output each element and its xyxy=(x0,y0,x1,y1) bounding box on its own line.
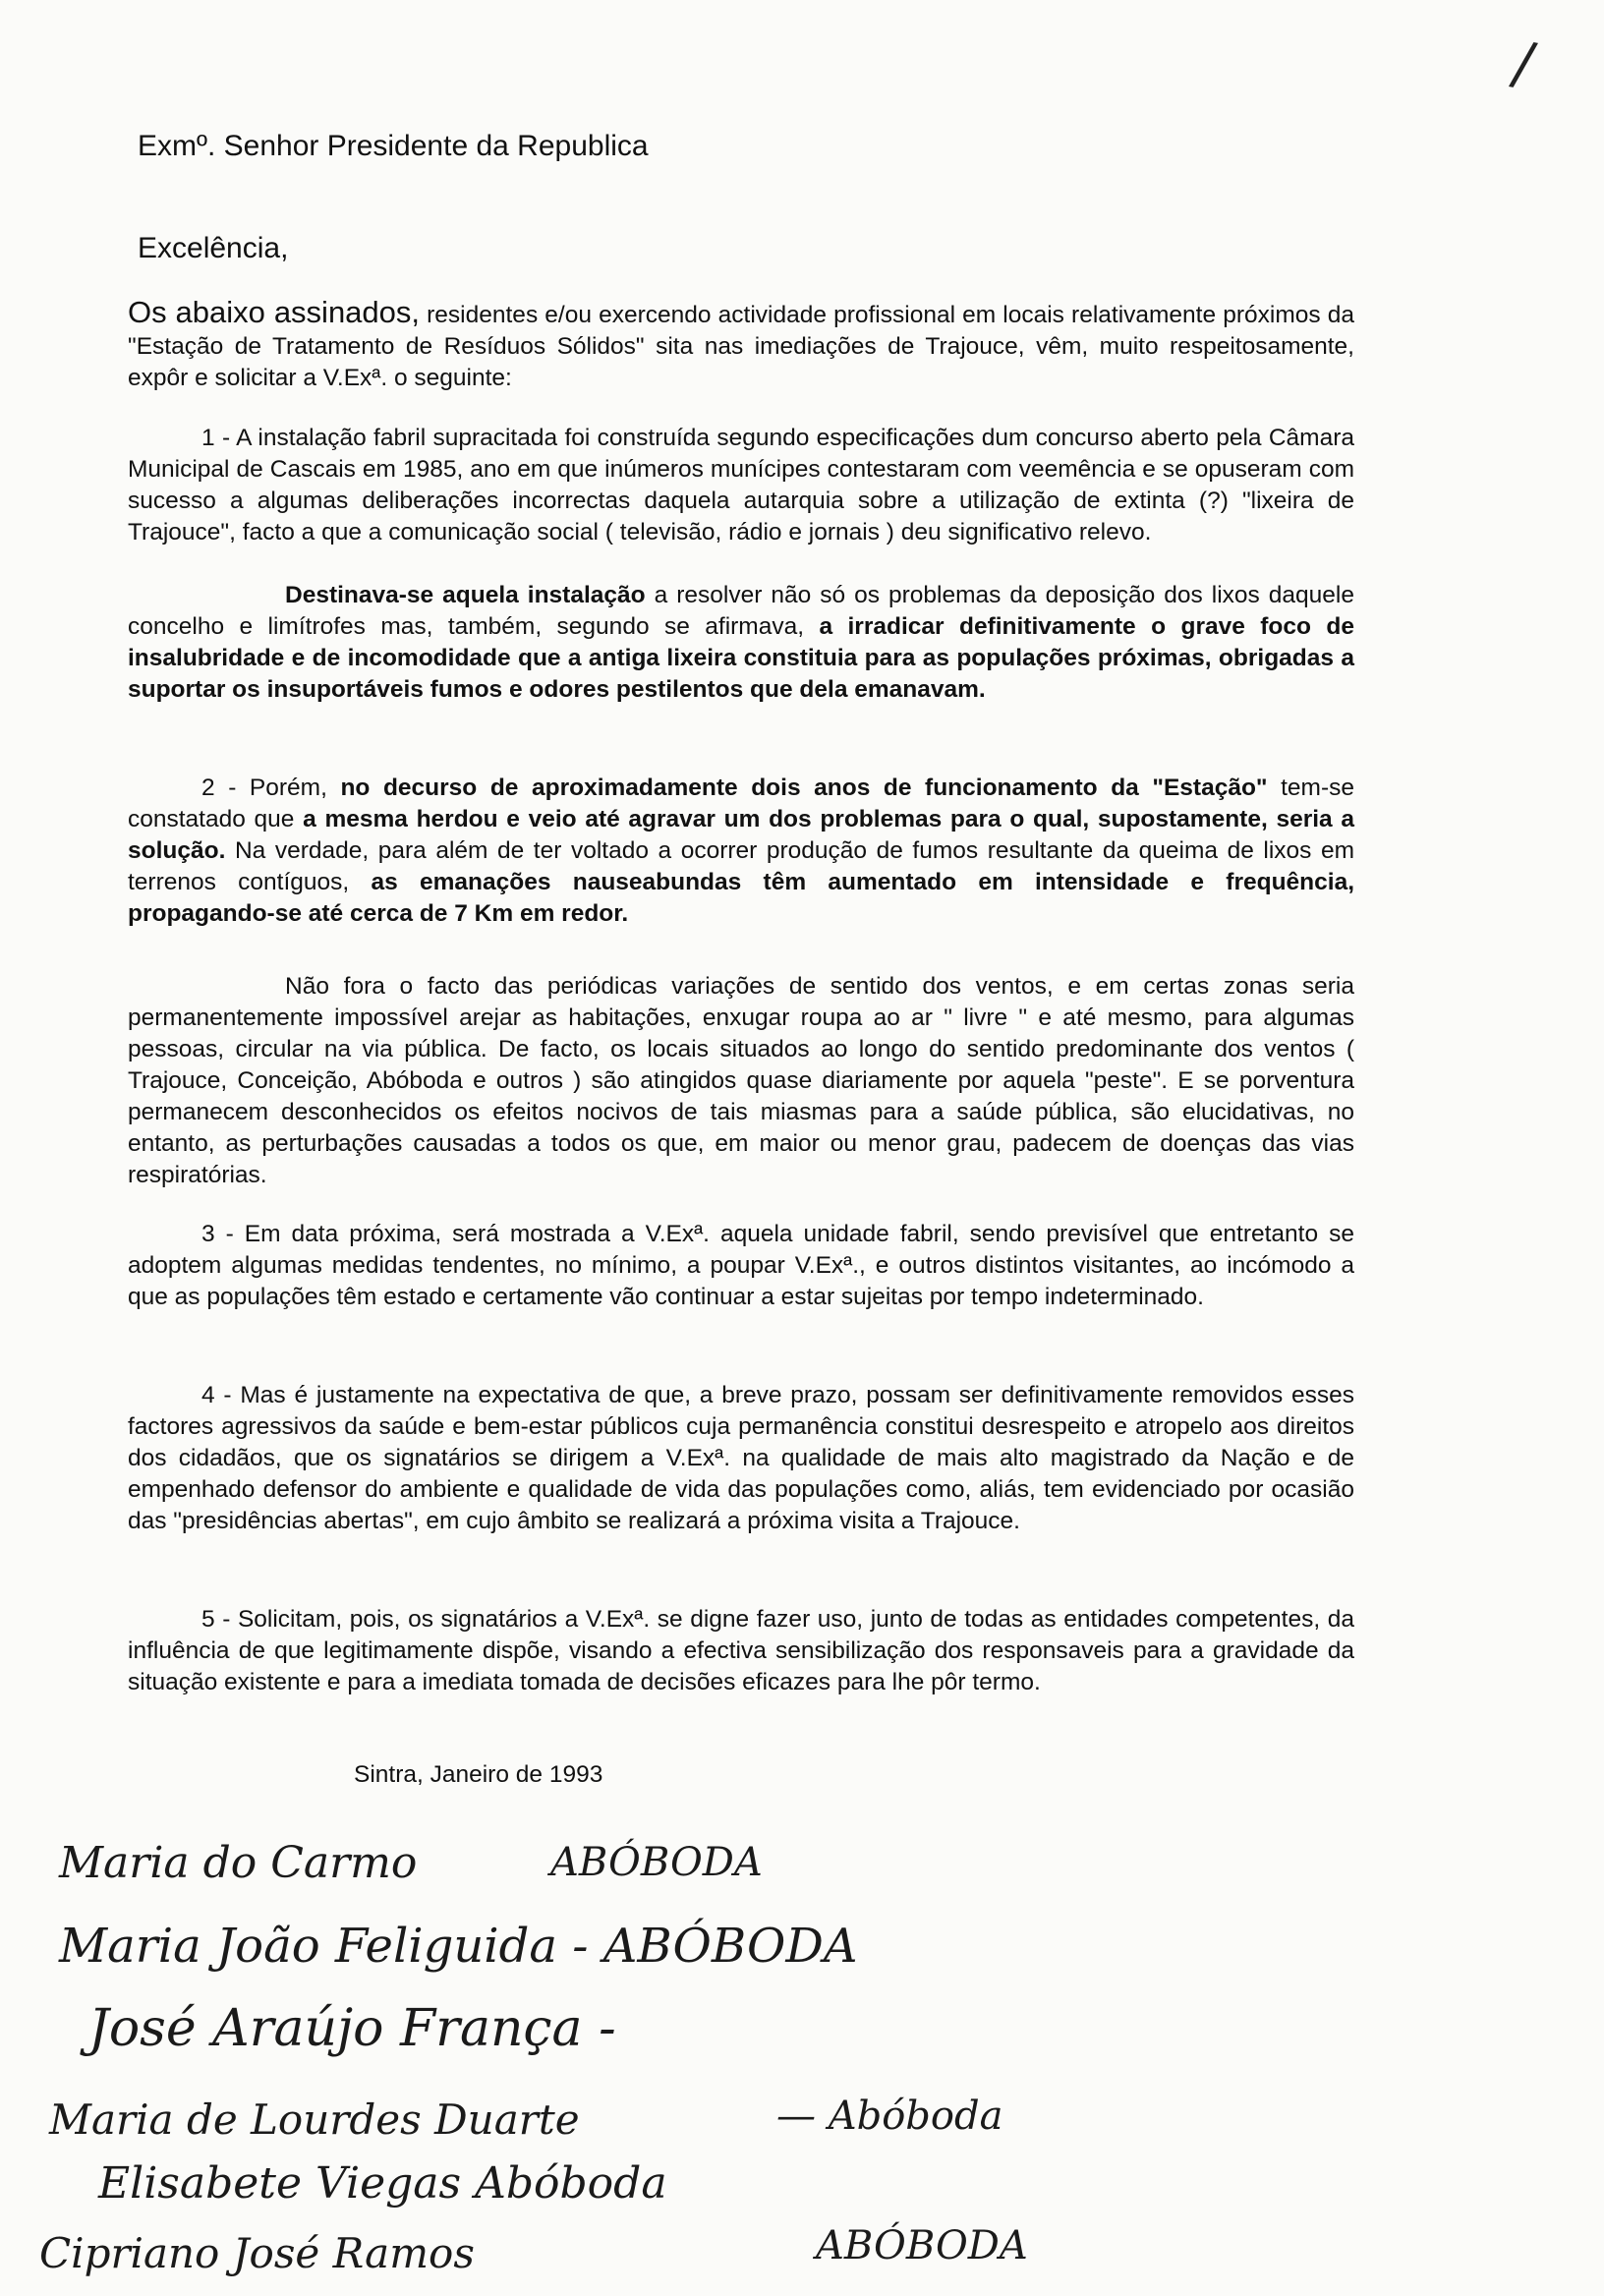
signature-4: Maria de Lourdes Duarte xyxy=(49,2095,580,2144)
signature-4-place: — Abóboda xyxy=(776,2094,1003,2139)
paragraph-4: 4 - Mas é justamente na expectativa de que, a breve prazo, possam ser definitivamente removidos esses factores agressivos da saúde e bem-estar públicos cuja permanência constitui desrespeito e atropelo aos direitos dos cidadãos, que os signatários se dirigem a V.Exª. na qualidade de mais alto magistrado da Nação e de empenhado defensor do ambiente e qualidade de vida das populações como, aliás, tem evidenciado por ocasião das "presidências abertas", em cujo âmbito se realizará a próxima visita a Trajouce. xyxy=(128,1382,1354,1534)
place-date-line: Sintra, Janeiro de 1993 xyxy=(354,1761,603,1788)
addressee-line: Exmº. Senhor Presidente da Republica xyxy=(138,130,649,162)
paragraph-2-continued: Não fora o facto das periódicas variações de sentido dos ventos, e em certas zonas seria permanentemente impossível arejar as habitações, enxugar roupa ao ar " livre " e até mesmo, para algumas pessoas, circular na via pública. De facto, os locais situados ao longo do sentido predominante dos ventos ( Trajouce, Conceição, Abóboda e outros ) são atingidos quase diariamente por aquela "peste". E se porventura permanecem desconhecidos os efeitos nocivos de tais miasmas para a saúde pública, são elucidativas, no entanto, as perturbações causadas a todos os que, em maior ou menor grau, padecem de doenças das vias respiratórias. xyxy=(128,973,1354,1188)
p1b-bold-2: a irradicar definitivamente o grave foco de insalubridade e de incomodidade que a antiga lixeira constituia para as populações próximas, obrigadas a suportar os insuportáveis fumos e odores pestilentos que dela emanavam. xyxy=(128,613,1354,703)
signature-2: Maria João Feliguida - ABÓBODA xyxy=(59,1919,858,1974)
p2-text-3: Na verdade, para além de ter voltado a ocorrer produção de fumos resultante da queima de lixos em terrenos contíguos, xyxy=(128,837,1354,895)
p2-text-1: 2 - Porém, xyxy=(201,775,341,801)
signature-6-place: ABÓBODA xyxy=(816,2223,1028,2268)
p1b-text: a resolver não só os problemas da deposição dos lixos daquele concelho e limítrofes mas, também, segundo se afirmava, xyxy=(128,582,1354,640)
intro-lead: Os abaixo assinados, xyxy=(128,295,421,329)
handwritten-check-mark: / xyxy=(1506,28,1541,100)
signature-1: Maria do Carmo xyxy=(59,1838,418,1888)
paragraph-1: 1 - A instalação fabril supracitada foi construída segundo especificações dum concurso aberto pela Câmara Municipal de Cascais em 1985, ano em que inúmeros munícipes contestaram com veemência e se opuseram com sucesso a algumas deliberações incorrectas daquela autarquia sobre a utilização de extinta (?) "lixeira de Trajouce", facto a que a comunicação social ( televisão, rádio e jornais ) deu significativo relevo. xyxy=(128,425,1354,545)
signature-3: José Araújo França - xyxy=(88,1999,616,2058)
signature-6: Cipriano José Ramos xyxy=(39,2229,475,2277)
signature-1-place: ABÓBODA xyxy=(550,1840,763,1885)
paragraph-5: 5 - Solicitam, pois, os signatários a V.Exª. se digne fazer uso, junto de todas as entidades competentes, da influência de que legitimamente dispõe, visando a efectiva sensibilização dos responsaveis para a gravidade da situação existente e para a imediata tomada de decisões eficazes para lhe pôr termo. xyxy=(128,1606,1354,1695)
p2-bold-1: no decurso de aproximadamente dois anos de funcionamento da "Estação" xyxy=(340,775,1268,801)
paragraph-1-continued xyxy=(128,580,1354,706)
intro-paragraph xyxy=(128,297,1354,394)
greeting-line: Excelência, xyxy=(138,232,289,264)
p2-bold-2: a mesma herdou e veio até agravar um dos problemas para o qual, supostamente, seria a solução. xyxy=(128,806,1354,864)
p1b-bold-1: Destinava-se aquela instalação xyxy=(285,582,646,608)
paragraph-3: 3 - Em data próxima, será mostrada a V.Exª. aquela unidade fabril, sendo previsível que entretanto se adoptem algumas medidas tendentes, no mínimo, a poupar V.Exª., e outros distintos visitantes, ao incómodo a que as populações têm estado e certamente vão continuar a estar sujeitas por tempo indeterminado. xyxy=(128,1221,1354,1310)
signature-5: Elisabete Viegas Abóboda xyxy=(98,2158,667,2209)
intro-text: residentes e/ou exercendo actividade profissional em locais relativamente próximos da "Estação de Tratamento de Resíduos Sólidos" sita nas imediações de Trajouce, vêm, muito respeitosamente, expôr e solicitar a V.Exª. o seguinte: xyxy=(128,302,1354,391)
paragraph-2 xyxy=(128,773,1354,930)
p2-bold-3: as emanações nauseabundas têm aumentado em intensidade e frequência, propagando-se até cerca de 7 Km em redor. xyxy=(128,869,1354,927)
p2-text-2: tem-se constatado que xyxy=(128,775,1354,832)
